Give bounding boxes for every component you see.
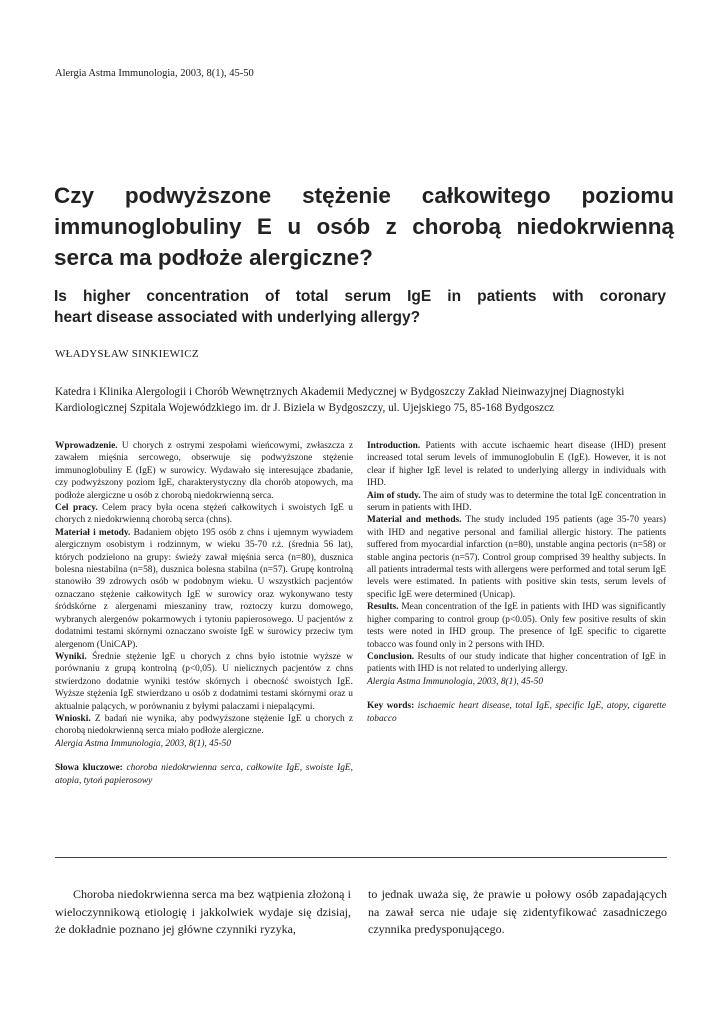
abstract-polish [55,440,353,787]
body-text-column-right: to jednak uważa się, że prawie u połowy osób zapadających na zawał serca nie udaje się zidentyfikować zasadniczego czynnika predysponującego. [368,887,667,936]
section-label: Materiał i metody. [55,527,131,538]
keywords-english [367,700,666,725]
section-label: Wyniki. [55,651,87,662]
author-name: WŁADYSŁAW SINKIEWICZ [55,348,199,360]
abstract-section-aim [367,490,666,515]
section-text: Results of our study indicate that higher concentration of IgE in patients with IHD is not related to underlying allergy. [367,651,666,675]
section-label: Results. [367,602,399,613]
author-affiliation: Katedra i Klinika Alergologii i Chorób Wewnętrznych Akademii Medycznej w Bydgoszczy Zakład Nieinwazyjnej Diagnostyki Kardiologicznej Szpitala Wojewódzkiego im. dr J. Biziela w Bydgoszczy, ul. Ujejskiego 75, 85-168 Bydgoszcz [55,386,625,414]
section-text: The study included 195 patients (age 35-70 years) with IHD and negative personal and familial allergic history. The patients suffered from myocardial infarction (n=80), unstable angina pectoris (n=58) or stable angina pectoris (n=57). Control group comprised 39 healthy subjects. In all patients intradermal tests with allergens were performed and total serum IgE levels were estimated. In patients with positive skin tests, serum levels of specific IgE were determined (Unicap). [367,515,666,600]
title-english-line: Is higher concentration of total serum IgE in patients with coronary [54,288,666,305]
abstract-section-methods [367,514,666,601]
title-polish-line: immunoglobuliny E u osób z chorobą niedokrwienną [54,214,674,239]
abstract-section-conclusions [55,713,353,738]
section-text: Patients with accute ischaemic heart disease (IHD) present increased total serum levels of immunoglobulin E (IgE). However, it is not clear if higher IgE level is related to underlying allergy in individuals with IHD. [367,441,666,489]
section-label: Aim of study. [367,490,421,501]
abstract-section-introduction [55,440,353,502]
abstract-section-results [55,651,353,713]
section-text: Celem pracy była ocena stężeń całkowitych i swoistych IgE u chorych z niedokrwienną chorobą serca (chns). [55,503,353,526]
section-label: Introduction. [367,441,421,451]
citation-text: Alergia Astma Immunologia, 2003, 8(1), 45-50 [55,738,232,749]
section-text: Z badań nie wynika, aby podwyższone stężenie IgE u chorych z chorobą niedokrwienną serca miało podłoże alergiczne. [55,713,353,737]
keywords-text: choroba niedokrwienna serca, całkowite IgE, swoiste IgE, atopia, tytoń papierosowy [55,763,353,786]
keywords-text: ischaemic heart disease, total IgE, specific IgE, atopy, cigarette tobacco [367,701,666,724]
section-divider [55,857,667,858]
abstract-section-aim [55,502,353,527]
section-label: Conclusion. [367,651,415,662]
section-label: Material and methods. [367,515,462,526]
citation-text: Alergia Astma Immunologia, 2003, 8(1), 45-50 [367,676,544,687]
abstract-citation [55,738,353,750]
section-text: U chorych z ostrymi zespołami wieńcowymi, zwłaszcza z zawałem mięśnia sercowego, obserwuje się podwyższone stężenie immunoglobuliny E (IgE) w surowicy. Wydawało się interesujące zbadanie, czy podwyższony poziom IgE, charakterystyczny dla chorób atopowych, ma podłoże alergiczne u osób z chorobą niedokrwienną serca. [55,441,353,501]
title-english [54,286,666,328]
abstract-section-methods [55,527,353,651]
abstract-citation [367,676,666,688]
keywords-label: Słowa kluczowe: [55,763,123,774]
title-polish-line: Czy podwyższone stężenie całkowitego poziomu [54,183,674,208]
keywords-label: Key words: [367,701,415,712]
title-english-line: heart disease associated with underlying allergy? [54,309,421,326]
title-polish [54,180,674,273]
section-text: Mean concentration of the IgE in patients with IHD was significantly higher comparing to control group (p<0.05). Only few positive results of skin tests were noted in IHD group. The presence of IgE specific to cigarette tobacco was found only in 2 persons with IHD. [367,602,666,650]
journal-citation-header: Alergia Astma Immunologia, 2003, 8(1), 45-50 [55,68,254,79]
keywords-polish [55,762,353,787]
section-label: Wnioski. [55,713,91,724]
body-text-column-left: Choroba niedokrwienna serca ma bez wątpienia złożoną i wieloczynnikową etiologię i jakkolwiek wydaje się dzisiaj, że dokładnie poznano jej główne czynniki ryzyka, [55,887,351,936]
section-label: Wprowadzenie. [55,441,118,451]
section-text: The aim of study was to determine the total IgE concentration in serum in patients with IHD. [367,490,666,514]
abstract-section-conclusion [367,651,666,676]
abstract-english [367,440,666,725]
title-polish-line: serca ma podłoże alergiczne? [54,245,373,270]
abstract-section-results [367,601,666,651]
section-label: Cel pracy. [55,503,98,514]
section-text: Badaniem objęto 195 osób z chns i ujemnym wywiadem alergicznym osobistym i rodzinnym, w wieku 35-70 r.ż. (średnia 56 lat), których podzielono na grupy: świeży zawał mięśnia serca (n=80), dusznica bolesna niestabilna (n=58), dusznica bolesna stabilna (n=57). Grupę kontrolną stanowiło 39 zdrowych osób w podobnym wieku. U wszystkich pacjentów oznaczano stężenie całkowitych IgE w surowicy oraz wykonywano testy śródskórne z alergenami mieszaniny traw, roztoczy kurzu domowego, wybranych alergenów pokarmowych i tytoniu papierosowego. U pacjentów z dodatnimi testami skórnymi oznaczano swoiste IgE w surowicy przeciw tym alergenom (UniCAP). [55,527,353,650]
section-text: Średnie stężenie IgE u chorych z chns było istotnie wyższe w porównaniu z grupą kontrolną (p<0,05). U nielicznych pacjentów z chns stwierdzono dodatnie wyniki testów skórnych i obecność swoistych IgE. Wyższe stężenia IgE stwierdzano u osób z dodatnimi testami skórnymi oraz u aktualnie palących, w porównaniu z byłymi palaczami i niepalącymi. [55,651,353,712]
abstract-section-introduction [367,440,666,490]
